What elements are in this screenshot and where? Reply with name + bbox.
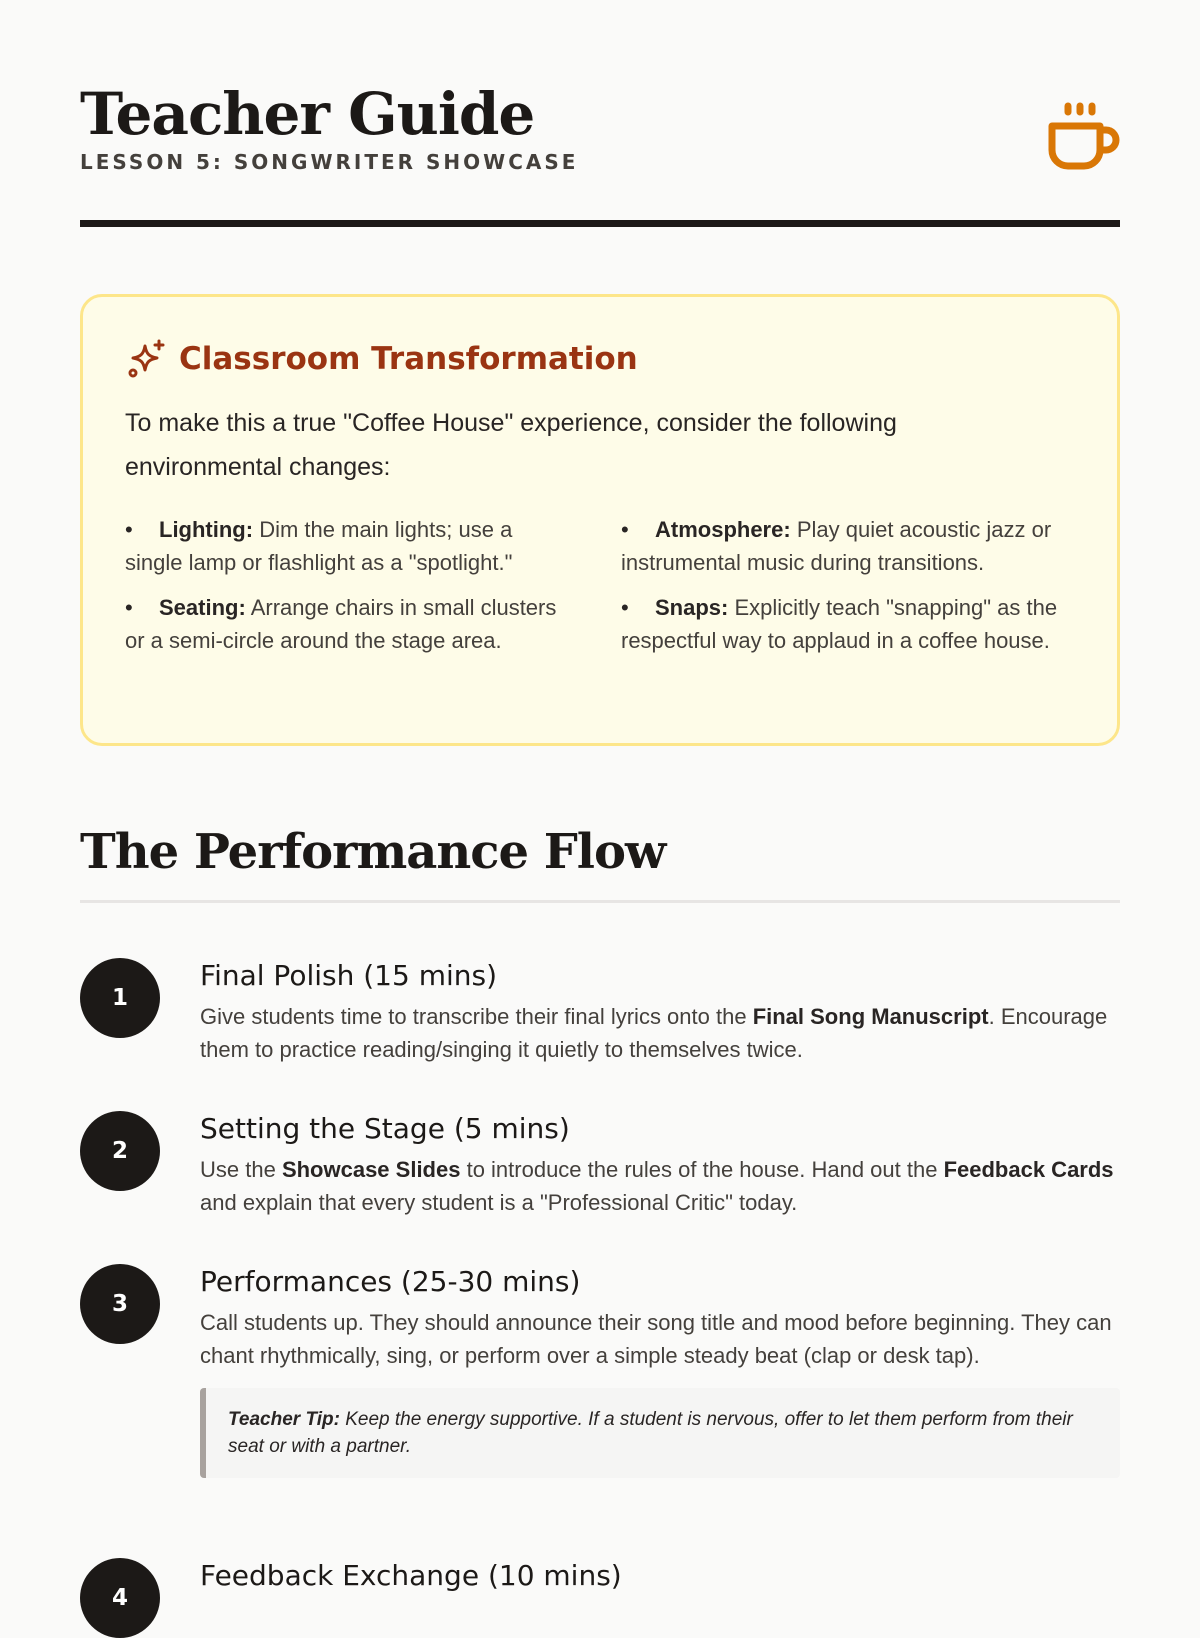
teacher-tip-label: Teacher Tip: [228,1409,340,1430]
tip-label: Seating: [159,595,246,620]
tip-lighting [125,513,575,579]
step-number-badge: 1 [80,958,160,1038]
step-body [200,1109,1120,1219]
step-body [200,1262,1120,1478]
tip-text: Explicitly teach "snapping" as the respectful way to applaud in a coffee house. [621,595,1058,653]
step-text-part: Use the [200,1157,282,1182]
transformation-tips [125,513,1075,657]
step-body [200,1556,1120,1596]
step-body [200,956,1120,1066]
bullet-icon: • [125,595,133,620]
section-divider [80,900,1120,903]
performance-flow-title: The Performance Flow [80,824,666,880]
header-divider [80,220,1120,227]
bullet-icon: • [125,517,133,542]
callout-intro: To make this a true "Coffee House" experience, consider the following environmental changes: [125,409,897,481]
tip-text: Play quiet acoustic jazz or instrumental music during transitions. [621,517,1052,575]
bullet-icon: • [621,595,629,620]
coffee-cup-icon [1044,100,1120,176]
step-number-badge: 2 [80,1111,160,1191]
step-title: Feedback Exchange (10 mins) [200,1559,622,1592]
tip-seating [125,591,575,657]
step-description [200,1153,1120,1219]
step-description [200,1000,1120,1066]
step-resource-name: Feedback Cards [943,1157,1114,1182]
step-text-part: Give students time to transcribe their final lyrics onto the [200,1004,753,1029]
classroom-transformation-callout [80,294,1120,746]
step-resource-name: Showcase Slides [281,1157,461,1182]
sparkles-icon [125,338,167,380]
tip-label: Snaps: [655,595,729,620]
step-text-part: to introduce the rules of the house. Hand out the [460,1157,944,1182]
bullet-icon: • [621,517,629,542]
step-title: Setting the Stage (5 mins) [200,1112,570,1145]
teacher-tip-text: Keep the energy supportive. If a student is nervous, offer to let them perform from their seat or with a partner. [228,1409,1073,1457]
callout-title: Classroom Transformation [179,341,638,377]
guide-header [80,0,1120,228]
teacher-tip-callout [200,1388,1120,1478]
step-text-part: . Encourage them to practice reading/singing it quietly to themselves twice. [200,1004,1108,1062]
step-title: Performances (25-30 mins) [200,1265,581,1298]
tip-label: Atmosphere: [655,517,791,542]
callout-heading [125,335,1075,383]
tip-text: Arrange chairs in small clusters or a semi-circle around the stage area. [125,595,557,653]
step-number-badge: 3 [80,1264,160,1344]
tip-text: Dim the main lights; use a single lamp or flashlight as a "spotlight." [125,517,513,575]
step-text-part: and explain that every student is a "Professional Critic" today. [200,1190,798,1215]
step-number-badge: 4 [80,1558,160,1638]
tip-snaps [621,591,1071,657]
lesson-subtitle: LESSON 5: SONGWRITER SHOWCASE [80,150,579,174]
tip-label: Lighting: [159,517,254,542]
step-description: Call students up. They should announce their song title and mood before beginning. They can chant rhythmically, sing, or perform over a simple steady beat (clap or desk tap). [200,1310,1112,1368]
step-resource-name: Final Song Manuscript [752,1004,989,1029]
page-title: Teacher Guide [80,80,535,148]
teacher-guide-page [80,0,1120,1611]
tip-atmosphere [621,513,1071,579]
step-title: Final Polish (15 mins) [200,959,498,992]
